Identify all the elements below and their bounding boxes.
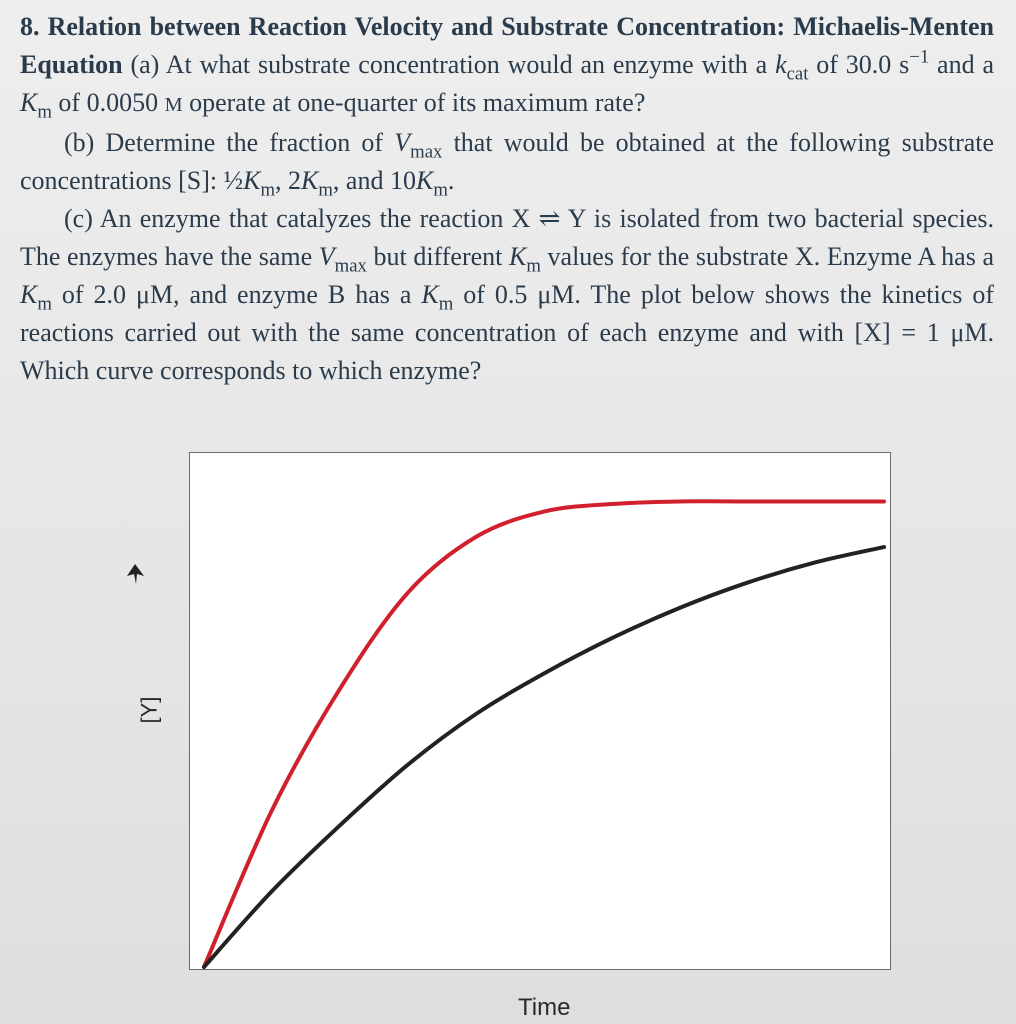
km-symbol: K [421,280,439,309]
part-b-text: (b) Determine the fraction of [64,128,384,157]
vmax-symbol: V [394,128,411,157]
km-symbol: K [243,166,261,195]
problem-title: Relation between Reaction Velocity and Substrate Concentration: Michaelis-Menten Equation [20,12,994,79]
x-axis-label: Time [518,994,571,1021]
part-b-text: , 2 [275,166,302,195]
part-b-text: , and 10 [332,166,416,195]
problem-8 [20,8,994,390]
km-subscript: m [438,293,454,315]
molar-unit: M [164,94,183,116]
km-subscript: m [37,293,52,315]
km-symbol: K [301,166,319,195]
km-symbol: K [20,280,38,309]
black-curve [204,547,884,967]
y-axis-label: [Y] [136,696,162,724]
part-a-text: At what substrate concentration would an enzyme with a [165,50,768,79]
problem-number: 8. [20,12,40,41]
part-a-text: and a [937,50,994,79]
part-a-text: operate at one-quarter of its maximum rate? [189,88,646,117]
part-a-text: of 30.0 s [816,50,910,79]
part-c-text: of 2.0 μM, and enzyme B has a [61,280,412,309]
arrow-cursor-icon [124,562,146,586]
km-subscript: m [318,179,333,201]
part-c-paragraph [20,200,994,390]
part-b-text: . [447,166,455,195]
part-a-text: of 0.0050 [58,88,159,117]
part-c-text: of 0.5 μM. The plot below shows the kinetics of reactions carried out with the same concentration of each enzyme and with [X] = 1 μM. Which curve corresponds to which enzyme? [20,280,995,385]
part-c-text: but different [373,242,503,271]
km-subscript: m [433,179,448,201]
km-symbol: K [509,242,527,271]
part-a-paragraph [20,8,994,124]
kinetics-plot [190,453,892,971]
vmax-symbol: V [318,242,335,271]
exponent: −1 [909,46,930,68]
plot-frame [189,452,891,970]
part-b-text: that would be obtained at the following substrate concentrations [S]: ½ [20,128,995,195]
km-subscript: m [37,101,52,123]
vmax-subscript: max [334,255,367,277]
part-c-text: (c) An enzyme that catalyzes the reaction X ⇌ Y is isolated from two bacterial species. The enzymes have the same [20,204,994,271]
vmax-subscript: max [410,141,443,163]
part-a-label: (a) [130,50,160,79]
kcat-subscript: cat [786,63,809,85]
part-c-text: values for the substrate X. Enzyme A has a [547,242,995,271]
km-symbol: K [20,88,38,117]
kcat-symbol: k [775,50,787,79]
km-subscript: m [260,179,276,201]
part-b-paragraph [20,124,994,200]
km-symbol: K [415,166,434,195]
km-subscript: m [526,255,541,277]
